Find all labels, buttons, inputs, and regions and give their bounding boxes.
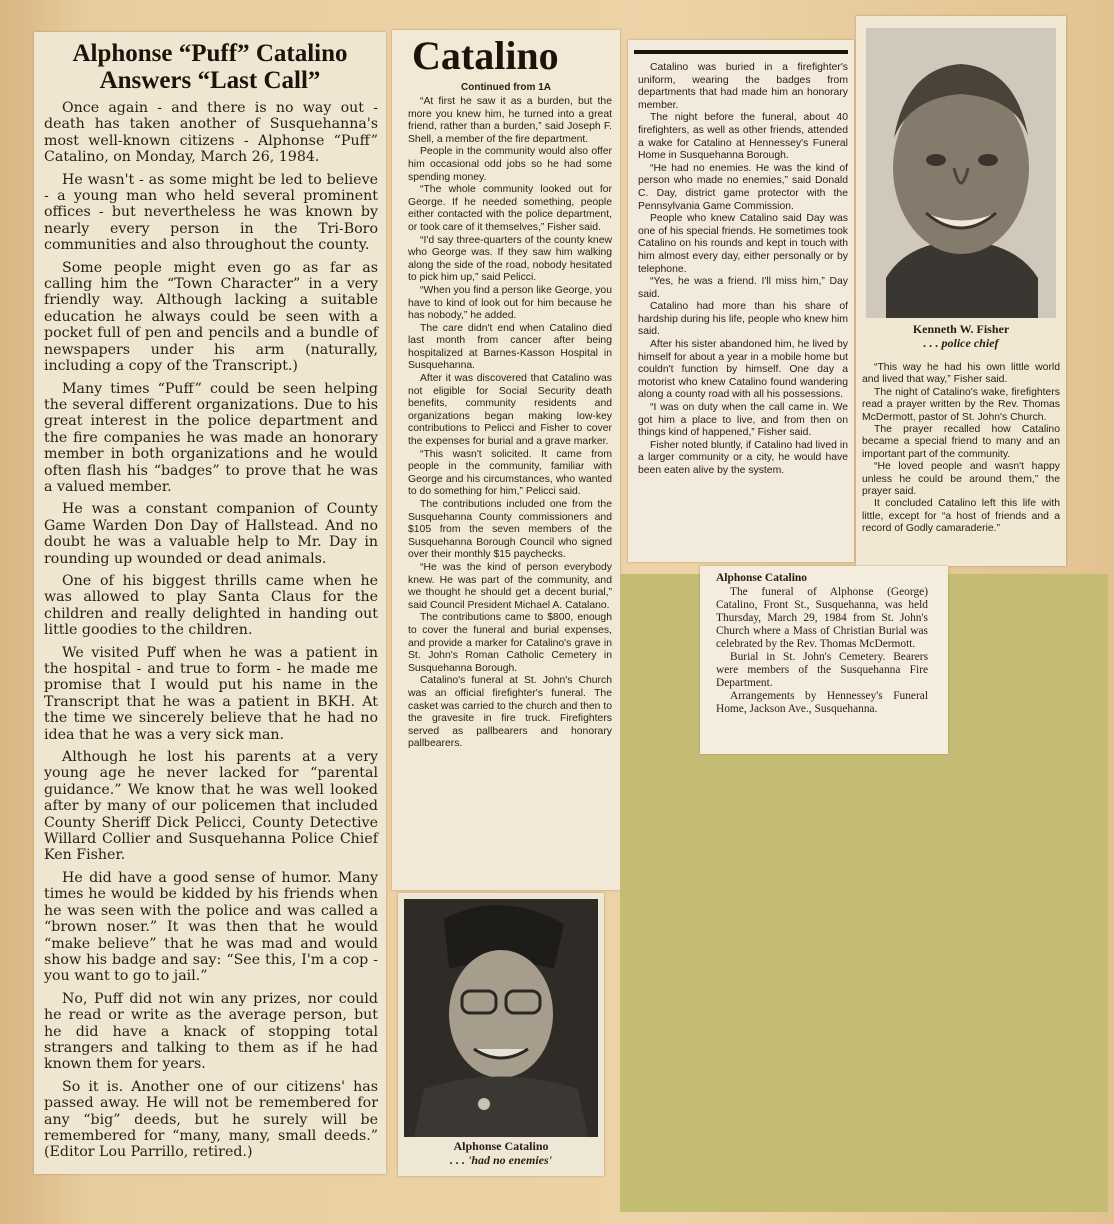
paragraph: “When you find a person like George, you have to kind of look out for him because he has nobody,” he added. bbox=[408, 284, 612, 322]
paragraph: The care didn't end when Catalino died last month from cancer after being hospitalized at Barnes-Kasson Hospital in Susquehanna. bbox=[408, 322, 612, 372]
paragraph: Fisher noted bluntly, if Catalino had lived in a larger community or a city, he would have been eaten alive by the system. bbox=[638, 439, 848, 476]
paragraph: We visited Puff when he was a patient in the hospital - and true to form - he made me promise that I would put his name in the Transcript that he was a patient in BKH. At the time we sincerely believe that he had no idea that he was a very sick man. bbox=[44, 644, 378, 743]
paragraph: People who knew Catalino said Day was one of his special friends. He sometimes took Catalino on his rounds and kept in touch with him almost every day, either personally or by telephone. bbox=[638, 213, 848, 275]
paragraph: “This wasn't solicited. It came from people in the community, familiar with George and his circumstances, who wanted to do something for him,” Pelicci said. bbox=[408, 448, 612, 498]
paragraph: No, Puff did not win any prizes, nor could he read or write as the average person, but he did have a knack of stopping total strangers and talking to them as if he had known them for years. bbox=[44, 990, 378, 1073]
paragraph: People in the community would also offer him occasional odd jobs so he had some spending money. bbox=[408, 146, 612, 183]
article-body bbox=[34, 100, 386, 1161]
paragraph: “He had no enemies. He was the kind of person who made no enemies,” said Donald C. Day, district game protector with the Pennsylvania Game Commission. bbox=[638, 162, 848, 212]
paragraph: “Yes, he was a friend. I'll miss him,” Day said. bbox=[638, 276, 848, 300]
paragraph: The prayer recalled how Catalino became a special friend to many and an important part of the community. bbox=[862, 424, 1060, 460]
paragraph: After his sister abandoned him, he lived by himself for about a year in a mobile home but couldn't function by himself. One day a motorist who knew Catalino found wandering along a county road with all his possessions. bbox=[638, 339, 848, 401]
paragraph: Some people might even go as far as calling him the “Town Character” in a very friendly way. Although lacking a suitable education he always could be seen with a pocket full of pen and pencils and a bundle of newspapers under his arm (naturally, including a copy of the Transcript.) bbox=[44, 259, 378, 375]
paragraph: The night of Catalino's wake, firefighters read a prayer written by the Rev. Thomas McDermott, pastor of St. John's Church. bbox=[862, 386, 1060, 423]
portrait-icon bbox=[866, 28, 1056, 318]
headline bbox=[38, 40, 382, 94]
paragraph: After it was discovered that Catalino was not eligible for Social Security death benefits, community residents and organizations began making low-key contributions to Pelicci and Fisher to cover the expenses for burial and a grave marker. bbox=[408, 373, 612, 448]
article-body bbox=[628, 62, 854, 478]
paragraph: He did have a good sense of humor. Many times he would be kidded by his friends when he was seen with the police and was called a “brown noser.” It was then that he would “make believe” that he was mad and would show his badge and say: “See this, I'm a cop - you want to go to jail.” bbox=[44, 869, 378, 985]
title-rule bbox=[634, 50, 848, 54]
clipping-obituary bbox=[700, 566, 948, 754]
clipping-left-article bbox=[34, 32, 386, 1174]
clipping-police-chief bbox=[856, 16, 1066, 566]
paragraph: He wasn't - as some might be led to believe - a young man who held several prominent offices - but nevertheless he was known by nearly every person in the Tri-Boro communities and also throughout the county. bbox=[44, 171, 378, 254]
paragraph: He was a constant companion of County Game Warden Don Day of Hallstead. And no doubt he was a valuable help to Mr. Day in rounding up wounded or dead animals. bbox=[44, 501, 378, 567]
paragraph: “He was the kind of person everybody knew. He was part of the community, and we thought he should get a decent burial,” said Council President Michael A. Catalano. bbox=[408, 561, 612, 611]
paragraph: The contributions came to $800, enough to cover the funeral and burial expenses, and provide a marker for Catalino's grave in St. John's Roman Catholic Cemetery in Susquehanna Borough. bbox=[408, 612, 612, 674]
paragraph: The night before the funeral, about 40 firefighters, as well as other friends, attended a wake for Catalino at Hennessey's Funeral Home in Susquehanna Borough. bbox=[638, 112, 848, 162]
article-body bbox=[856, 362, 1066, 536]
catalino-photo bbox=[404, 899, 598, 1137]
page-title: Catalino bbox=[412, 33, 559, 78]
obituary-heading: Alphonse Catalino bbox=[716, 572, 808, 584]
paragraph: The funeral of Alphonse (George) Catalino, Front St., Susquehanna, was held Thursday, March 29, 1984 from St. John's Church where a Mass of Christian Burial was celebrated by the Rev. Thomas McDermott. bbox=[716, 586, 928, 650]
headline-line-1: Alphonse “Puff” Catalino bbox=[72, 40, 348, 67]
portrait-icon bbox=[404, 899, 598, 1137]
paragraph: So it is. Another one of our citizens' has passed away. He will not be remembered for any “big” deeds, but he surely will be remembered for “many, many, small deeds.” (Editor Lou Parrillo, retired.) bbox=[44, 1078, 378, 1161]
caption-title: . . . police chief bbox=[923, 336, 999, 350]
obituary-body bbox=[700, 586, 948, 716]
photo-caption bbox=[398, 1139, 604, 1167]
paragraph: “At first he saw it as a burden, but the more you knew him, he turned into a great friend, rather than a burden,” said Joseph F. Shell, a member of the fire department. bbox=[408, 96, 612, 145]
paragraph: Catalino's funeral at St. John's Church was an official firefighter's funeral. The casket was carried to the church and then to the gravesite in fire truck. Firefighters served as pallbearers and honorary pallbearers. bbox=[408, 675, 612, 750]
paragraph: Catalino had more than his share of hardship during his life, people who knew him said. bbox=[638, 301, 848, 338]
paragraph: Burial in St. John's Cemetery. Bearers were members of the Susquehanna Fire Department. bbox=[716, 651, 928, 689]
article-body bbox=[392, 96, 620, 751]
caption-name: Kenneth W. Fisher bbox=[912, 322, 1010, 336]
paragraph: Arrangements by Hennessey's Funeral Home, Jackson Ave., Susquehanna. bbox=[716, 690, 928, 715]
headline-line-2: Answers “Last Call” bbox=[99, 67, 321, 94]
clipping-middle-article bbox=[392, 30, 620, 890]
paragraph: Many times “Puff” could be seen helping the several different organizations. Due to his great interest in the police department and the fire companies he was made an honorary member in both organizations and he would often flash his “badges” to prove that he was a valued member. bbox=[44, 380, 378, 495]
paragraph: “I was on duty when the call came in. We got him a place to live, and from then on things kind of happened,” Fisher said. bbox=[638, 402, 848, 439]
photo-caption bbox=[856, 322, 1066, 350]
paragraph: One of his biggest thrills came when he was allowed to play Santa Claus for the children and really delighted in handing out little goodies to the children. bbox=[44, 572, 378, 639]
paragraph: It concluded Catalino left this life with little, except for “a host of friends and a record of Godly camaraderie.” bbox=[862, 498, 1060, 535]
paragraph: Once again - and there is no way out - death has taken another of Susquehanna's most well-known citizens - Alphonse “Puff” Catalino, on Monday, March 26, 1984. bbox=[44, 100, 378, 166]
continued-label: Continued from 1A bbox=[461, 82, 551, 93]
clipping-catalino-photo bbox=[398, 893, 604, 1176]
paragraph: The contributions included one from the Susquehanna County commissioners and $105 from the seven members of the Susquehanna Borough Council who signed over their monthly $15 paychecks. bbox=[408, 499, 612, 561]
paragraph: “I'd say three-quarters of the county knew who George was. If they saw him walking along the side of the road, nobody hesitated to pick him up,” said Pelicci. bbox=[408, 234, 612, 284]
caption-name: Alphonse Catalino bbox=[453, 1139, 549, 1153]
clipping-right-article bbox=[628, 40, 854, 562]
paragraph: “The whole community looked out for George. If he needed something, people either contacted with the police department, or took care of it themselves,” Fisher said. bbox=[408, 184, 612, 233]
paragraph: “He loved people and wasn't happy unless he could be around them,” the prayer said. bbox=[862, 461, 1060, 498]
kenneth-fisher-photo bbox=[866, 28, 1056, 318]
paragraph: “This way he had his own little world and lived that way,” Fisher said. bbox=[862, 362, 1060, 386]
paragraph: Although he lost his parents at a very young age he never lacked for “parental guidance.” We know that he was well looked after by many of our policemen that included County Sheriff Dick Pelicci, County Detective Willard Collier and Susquehanna Police Chief Ken Fisher. bbox=[44, 749, 378, 864]
caption-quote: . . . 'had no enemies' bbox=[449, 1153, 552, 1167]
paragraph: Catalino was buried in a firefighter's uniform, wearing the badges from departments that had made him an honorary member. bbox=[638, 62, 848, 111]
